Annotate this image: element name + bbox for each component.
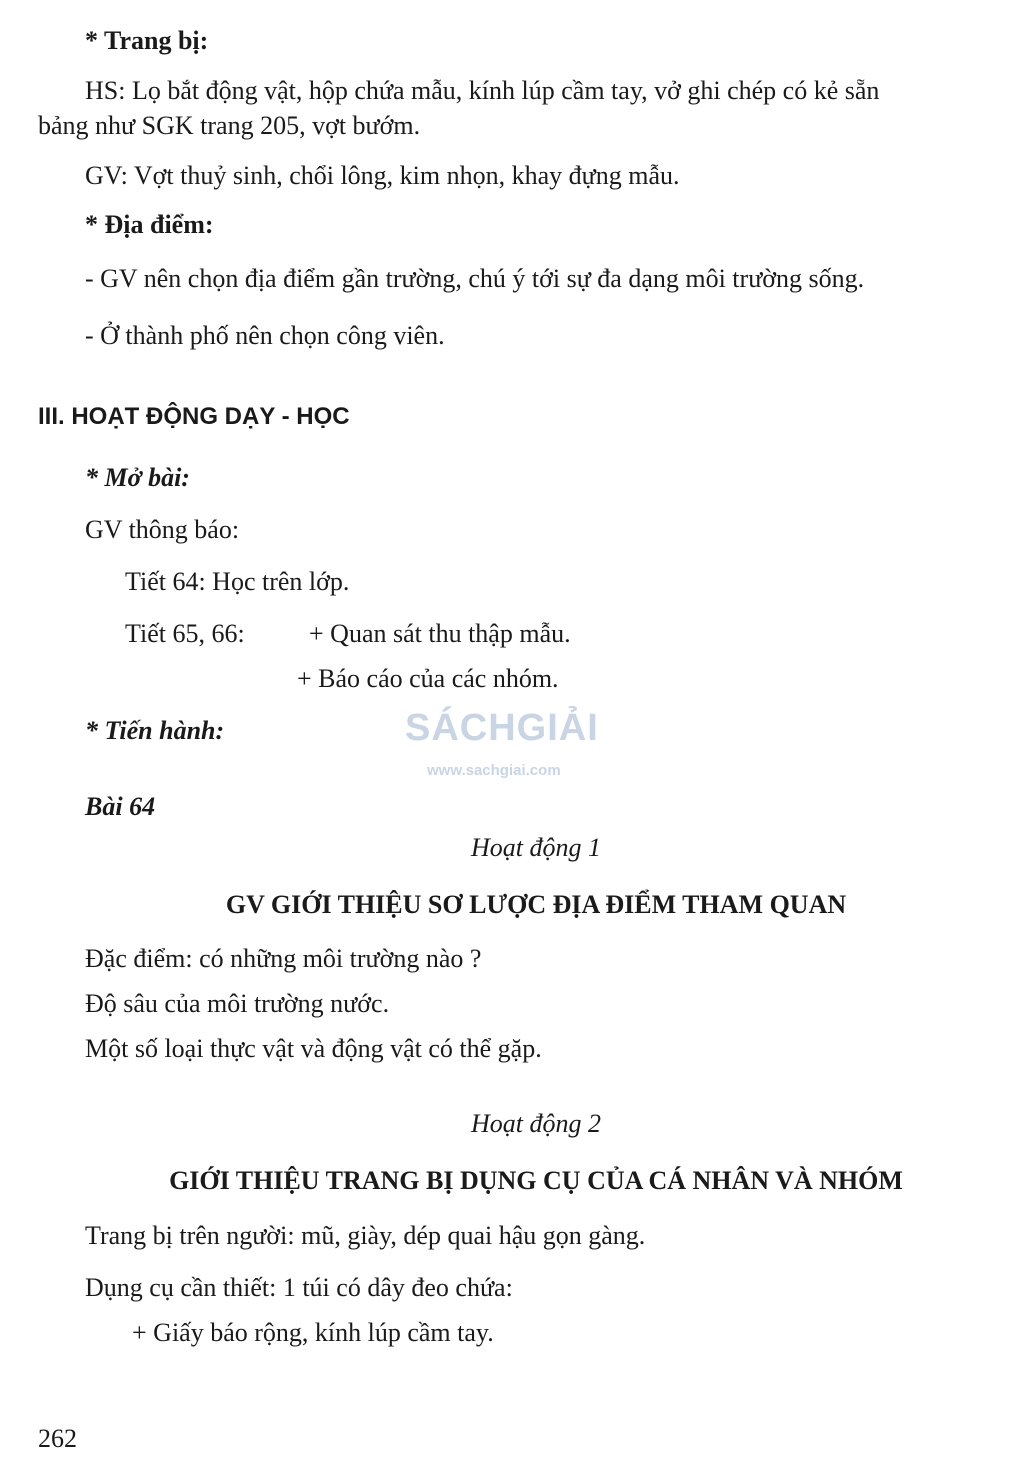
watermark-logo: SÁCHGIẢI: [405, 707, 599, 749]
activity2-heading: GIỚI THIỆU TRANG BỊ DỤNG CỤ CỦA CÁ NHÂN VÀ NHÓM: [169, 1166, 903, 1195]
section3-heading: III. HOẠT ĐỘNG DẠY - HỌC: [38, 403, 350, 430]
period6566-item1: + Quan sát thu thập mẫu.: [309, 619, 571, 648]
activity1-heading: GV GIỚI THIỆU SƠ LƯỢC ĐỊA ĐIỂM THAM QUAN: [225, 890, 847, 919]
activity2-label: Hoạt động 2: [471, 1109, 601, 1138]
page-number: 262: [38, 1424, 77, 1453]
proceed-heading: * Tiến hành:: [85, 716, 225, 745]
watermark-url: www.sachgiai.com: [427, 762, 561, 779]
equipment-hs-line2: bảng như SGK trang 205, vợt bướm.: [38, 111, 421, 140]
period6566-item2: + Báo cáo của các nhóm.: [297, 664, 559, 693]
equipment-gv-line: GV: Vợt thuỷ sinh, chổi lông, kim nhọn, khay đựng mẫu.: [85, 161, 680, 190]
activity1-line: Một số loại thực vật và động vật có thể gặp.: [85, 1034, 542, 1063]
location-heading: * Địa điểm:: [85, 210, 214, 239]
equipment-hs-line1: HS: Lọ bắt động vật, hộp chứa mẫu, kính lúp cầm tay, vở ghi chép có kẻ sẵn: [85, 76, 880, 105]
location-line1: - GV nên chọn địa điểm gần trường, chú ý tới sự đa dạng môi trường sống.: [85, 264, 865, 293]
period6566-label: Tiết 65, 66:: [125, 619, 245, 648]
watermark: [405, 706, 620, 786]
activity2-line: Dụng cụ cần thiết: 1 túi có dây đeo chứa:: [85, 1273, 513, 1302]
location-line2: - Ở thành phố nên chọn công viên.: [85, 321, 445, 350]
activity1-line: Độ sâu của môi trường nước.: [85, 989, 390, 1018]
activity2-line: Trang bị trên người: mũ, giày, dép quai hậu gọn gàng.: [85, 1221, 646, 1250]
activity1-line: Đặc điểm: có những môi trường nào ?: [85, 944, 482, 973]
period64: Tiết 64: Học trên lớp.: [125, 567, 350, 596]
activity1-label: Hoạt động 1: [471, 833, 601, 862]
activity2-line: + Giấy báo rộng, kính lúp cầm tay.: [132, 1318, 494, 1347]
lesson-title: Bài 64: [85, 792, 156, 821]
gv-announce: GV thông báo:: [85, 515, 240, 544]
equipment-heading: * Trang bị:: [85, 26, 209, 55]
intro-heading: * Mở bài:: [85, 463, 190, 492]
